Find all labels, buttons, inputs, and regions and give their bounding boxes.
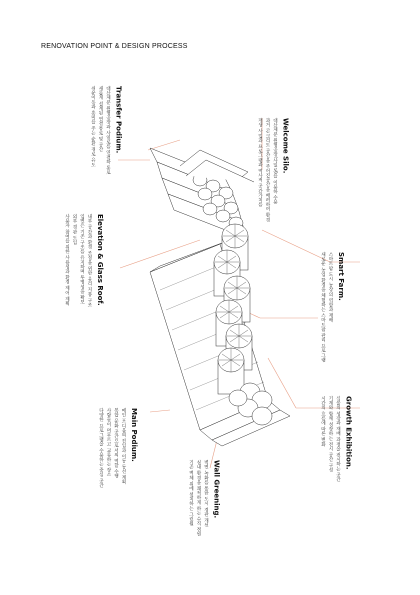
label-line: 새롭게 설계된 연결통로 및 공간 xyxy=(98,86,103,152)
label-line: 사람들이 머무르고 교류하는 장소 xyxy=(106,408,111,477)
label-title: Welcome Silo. xyxy=(281,118,290,174)
label-line: 대산제분 원형공장과 사일로를 연결하 통로 xyxy=(105,86,111,175)
label-elevation-glass-roof xyxy=(62,214,104,364)
label-line: 재생 사업과 프로그램과 역사적 공간가치를 xyxy=(257,118,263,207)
label-line: 사용자 참여를 위한 사용성과 환경 제어 계획 xyxy=(64,214,70,306)
label-line: 시간의 흐름에 따른 변화 xyxy=(320,396,326,447)
label-growth-exhibition xyxy=(318,396,353,506)
label-smart-farm xyxy=(318,252,345,362)
label-line: 과거 콘크리트 공간을 주어진공간을 배려하여 환경 xyxy=(265,118,270,222)
label-line: 실내 환경을 쾌적하게 하는 수직 정원 xyxy=(196,460,201,537)
label-line: 내부 공간과 환경 조절을 위한 유리 지붕 구조 xyxy=(87,214,92,308)
label-wall-greening xyxy=(186,460,221,580)
label-line: 기계와 함께 성장하는 전시 공간 구성 xyxy=(328,396,333,473)
label-line: 메인 포디움의 진입과 이동 동선 계획 xyxy=(121,408,126,485)
label-line: 식물의 성장과 재배 과정을 전시하는 공간 xyxy=(335,396,341,482)
label-title: Main Podium. xyxy=(130,408,138,462)
label-transfer-podium xyxy=(88,86,123,196)
label-title: Wall Greening. xyxy=(212,460,221,519)
label-main-podium xyxy=(96,408,138,568)
label-line: 복합 문화 공간으로서의 역할 수행 xyxy=(113,408,119,479)
label-title: Elevation & Glass Roof. xyxy=(96,214,104,306)
label-title: Smart Farm. xyxy=(337,252,345,301)
label-line: 대산제분 원형공장(사일로)를 이용하 수용 xyxy=(272,118,278,205)
label-line: 벽면 녹화를 통한 도시 경관 개선 xyxy=(203,460,209,528)
label-line: 쉬운이동과 흥미를 주는 순환 경로 유도 xyxy=(90,86,96,167)
label-line: 기존 벽체 위에 설치하는 그린월 xyxy=(188,460,194,526)
page-title: RENOVATION POINT & DESIGN PROCESS xyxy=(41,43,188,50)
label-line: 다양한 프로그램을 수용하는 중심 공간 xyxy=(98,408,104,488)
label-line: 입면은 기존 구조를 유지하며 투명성을 확보 xyxy=(79,214,85,305)
label-title: Growth Exhibition. xyxy=(344,396,353,470)
label-title: Transfer Podium. xyxy=(114,86,123,154)
label-line: 스마트팜 도시 농장의 역할과 재배 xyxy=(328,252,333,323)
label-line: 외부 경관 도입 xyxy=(72,214,77,245)
label-welcome-silo xyxy=(255,118,290,228)
label-line: 새로운 농업 환경을 체험하는 스마트팜 관리 프로그램 xyxy=(320,252,326,362)
